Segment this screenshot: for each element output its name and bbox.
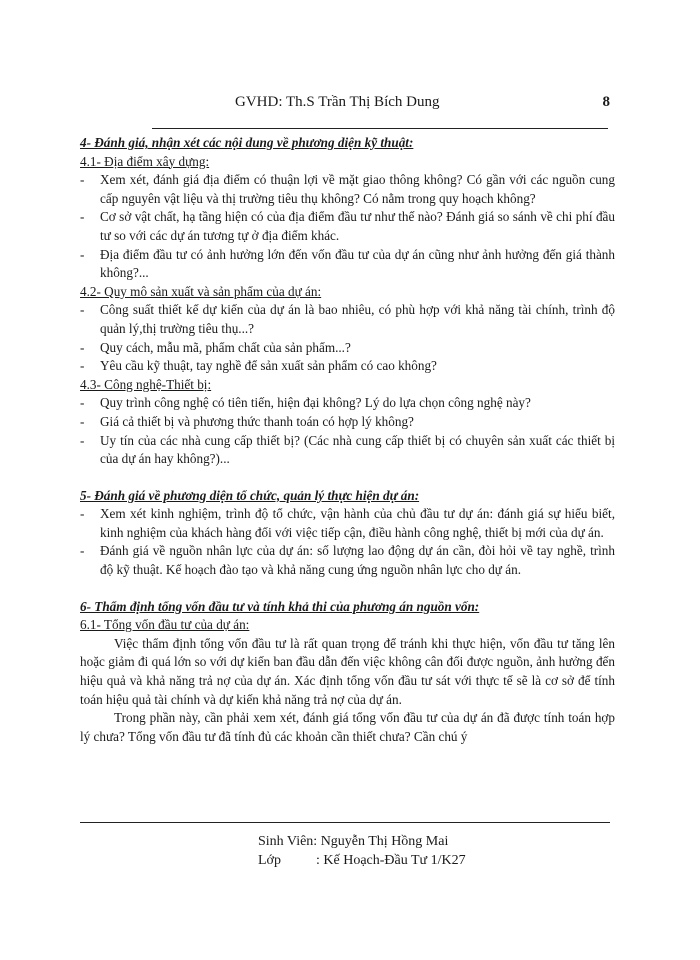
- section-5-title: 5- Đánh giá về phương diện tổ chức, quản lý thực hiện dự án:: [80, 487, 420, 503]
- list-item: - Yêu cầu kỹ thuật, tay nghề để sản xuất sản phẩm có cao không?: [80, 357, 615, 376]
- header-title: GVHD: Th.S Trần Thị Bích Dung: [235, 94, 440, 110]
- list-item: - Đánh giá về nguồn nhân lực của dự án: số lượng lao động dự án cần, đòi hỏi về tay nghề, trình độ kỹ thuật. Kế hoạch đào tạo và khả năng cung ứng nguồn nhân lực cho dự án.: [80, 542, 615, 579]
- page-content: [80, 134, 615, 746]
- page-number: 8: [602, 94, 610, 110]
- paragraph: Trong phần này, cần phải xem xét, đánh giá tổng vốn đầu tư của dự án đã được tính toán hợp lý chưa? Tổng vốn đầu tư đã tính đủ các khoản cần thiết chưa? Cần chú ý: [80, 710, 615, 744]
- section-5-list: [80, 505, 615, 579]
- section-4-1-title: 4.1- Địa điểm xây dựng:: [80, 153, 210, 169]
- page-footer: [258, 832, 466, 870]
- footer-rule: [80, 822, 610, 823]
- class-label: Lớp: [258, 853, 281, 868]
- paragraph: Việc thẩm định tổng vốn đầu tư là rất quan trọng để tránh khi thực hiện, vốn đầu tư tăng lên hoặc giảm đi quá lớn so với dự kiến ban đầu dẫn đến việc không cân đối được nguồn, ảnh hưởng đến hiệu quả và khả năng trả nợ của dự án. Xác định tổng vốn đầu tư sát với thực tế sẽ là cơ sở để tính toán hiệu quả tài chính và dự kiến khả năng trả nợ của dự án.: [80, 635, 615, 707]
- section-6-1-title: 6.1- Tổng vốn đầu tư của dự án:: [80, 617, 250, 633]
- section-4-3-list: [80, 394, 615, 468]
- footer-student-row: [258, 832, 466, 851]
- class-value: : Kế Hoạch-Đầu Tư 1/K27: [316, 853, 466, 868]
- section-6-title: 6- Thẩm định tổng vốn đầu tư và tính khả thi của phương án nguồn vốn:: [80, 598, 480, 614]
- page-header: [80, 94, 610, 116]
- section-4-1-list: [80, 171, 615, 283]
- list-item: - Xem xét, đánh giá địa điểm có thuận lợi về mặt giao thông không? Có gần với các nguồn cung cấp nguyên vật liệu và thị trường tiêu thụ không? Có nằm trong quy hoạch không?: [80, 171, 615, 208]
- section-spacer: [80, 580, 615, 598]
- list-item: - Uy tín của các nhà cung cấp thiết bị? (Các nhà cung cấp thiết bị có chuyên sản xuất các thiết bị của dự án hay không?)...: [80, 432, 615, 469]
- section-spacer: [80, 469, 615, 487]
- section-4-title: 4- Đánh giá, nhận xét các nội dung về phương diện kỹ thuật:: [80, 135, 414, 150]
- list-item: - Quy cách, mẫu mã, phẩm chất của sản phẩm...?: [80, 339, 615, 358]
- section-4-2-list: [80, 301, 615, 375]
- header-rule: [152, 128, 608, 129]
- list-item: - Quy trình công nghệ có tiên tiến, hiện đại không? Lý do lựa chọn công nghệ này?: [80, 394, 615, 413]
- list-item: - Cơ sở vật chất, hạ tầng hiện có của địa điểm đầu tư như thế nào? Đánh giá so sánh về chi phí đầu tư so với các dự án tương tự ở địa điểm khác.: [80, 208, 615, 245]
- student-label: Sinh Viên:: [258, 834, 318, 849]
- section-4-3-title: 4.3- Công nghệ-Thiết bị:: [80, 376, 212, 392]
- section-4-2-title: 4.2- Quy mô sản xuất và sản phẩm của dự án:: [80, 283, 322, 299]
- student-name: Nguyễn Thị Hồng Mai: [320, 834, 449, 849]
- list-item: - Công suất thiết kế dự kiến của dự án là bao nhiêu, có phù hợp với khả năng tài chính, trình độ quản lý,thị trường tiêu thụ...?: [80, 301, 615, 338]
- list-item: - Xem xét kinh nghiệm, trình độ tổ chức, vận hành của chủ đầu tư dự án: đánh giá sự hiểu biết, kinh nghiệm của khách hàng đối với việc tiếp cận, điều hành công nghệ, thiết bị mới của dự án.: [80, 505, 615, 542]
- footer-class-row: [258, 851, 466, 870]
- list-item: - Địa điểm đầu tư có ảnh hưởng lớn đến vốn đầu tư của dự án cũng như ảnh hưởng đến giá thành không?...: [80, 246, 615, 283]
- list-item: - Giá cả thiết bị và phương thức thanh toán có hợp lý không?: [80, 413, 615, 432]
